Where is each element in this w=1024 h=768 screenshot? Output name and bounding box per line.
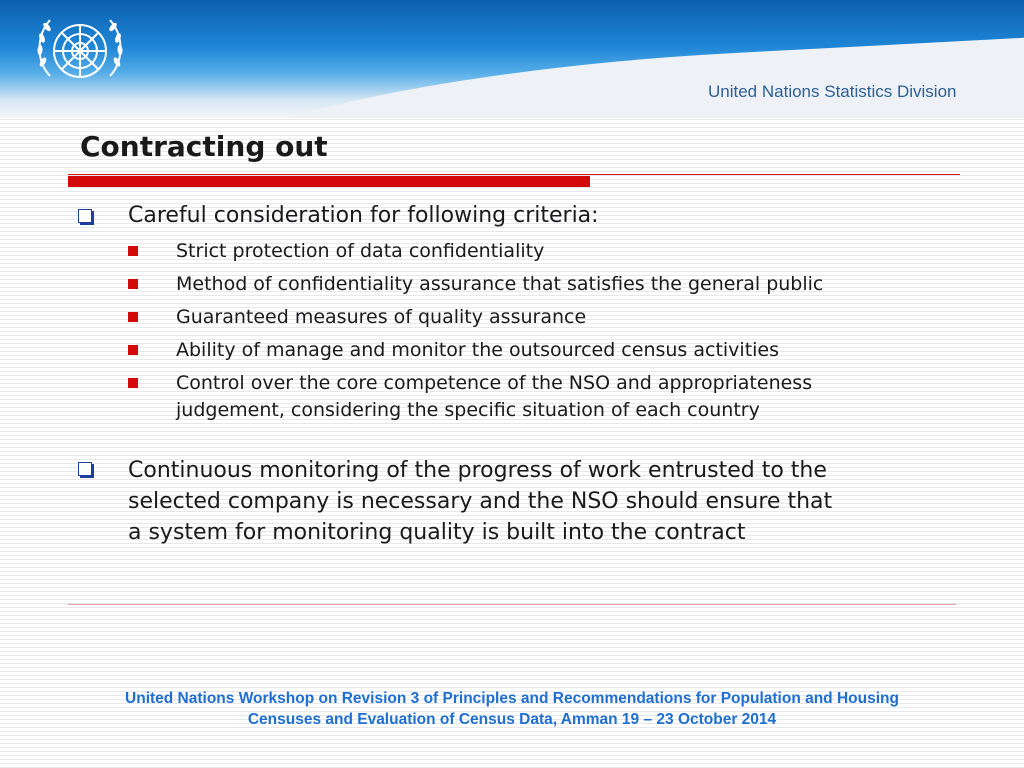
subitem-1: Strict protection of data confidentiality [176, 240, 545, 262]
footer-divider [68, 604, 956, 605]
subitem-4: Ability of manage and monitor the outsourced census activities [176, 339, 780, 361]
header-banner [0, 0, 1024, 118]
bullet-2-text [128, 455, 968, 548]
checkbox-bullet-icon [78, 462, 92, 476]
bullet-2-line-3: a system for monitoring quality is built into the contract [128, 520, 746, 545]
title-accent-bar [68, 176, 590, 187]
slide-title: Contracting out [80, 130, 328, 163]
square-bullet-icon [128, 246, 138, 256]
un-emblem-icon [28, 6, 132, 102]
subitem-5-line-1: Control over the core competence of the NSO and appropriateness [176, 372, 813, 394]
square-bullet-icon [128, 279, 138, 289]
footer-line-1: United Nations Workshop on Revision 3 of Principles and Recommendations for Population and Housing [125, 690, 899, 707]
square-bullet-icon [128, 378, 138, 388]
bullet-2-line-2: selected company is necessary and the NSO should ensure that [128, 489, 833, 514]
title-divider [68, 174, 960, 175]
footer-line-2: Censuses and Evaluation of Census Data, Amman 19 – 23 October 2014 [247, 711, 777, 728]
header-sheen [138, 32, 1024, 118]
checkbox-bullet-icon [78, 209, 92, 223]
bullet-2-line-1: Continuous monitoring of the progress of work entrusted to the [128, 458, 827, 483]
subitem-3: Guaranteed measures of quality assurance [176, 306, 587, 328]
subitem-2: Method of confidentiality assurance that satisfies the general public [176, 273, 824, 295]
bullet-1-text: Careful consideration for following criteria: [128, 203, 599, 228]
footer [0, 688, 1024, 730]
square-bullet-icon [128, 345, 138, 355]
division-name: United Nations Statistics Division [708, 82, 957, 101]
subitem-5-line-2: judgement, considering the specific situation of each country [176, 399, 760, 421]
square-bullet-icon [128, 312, 138, 322]
